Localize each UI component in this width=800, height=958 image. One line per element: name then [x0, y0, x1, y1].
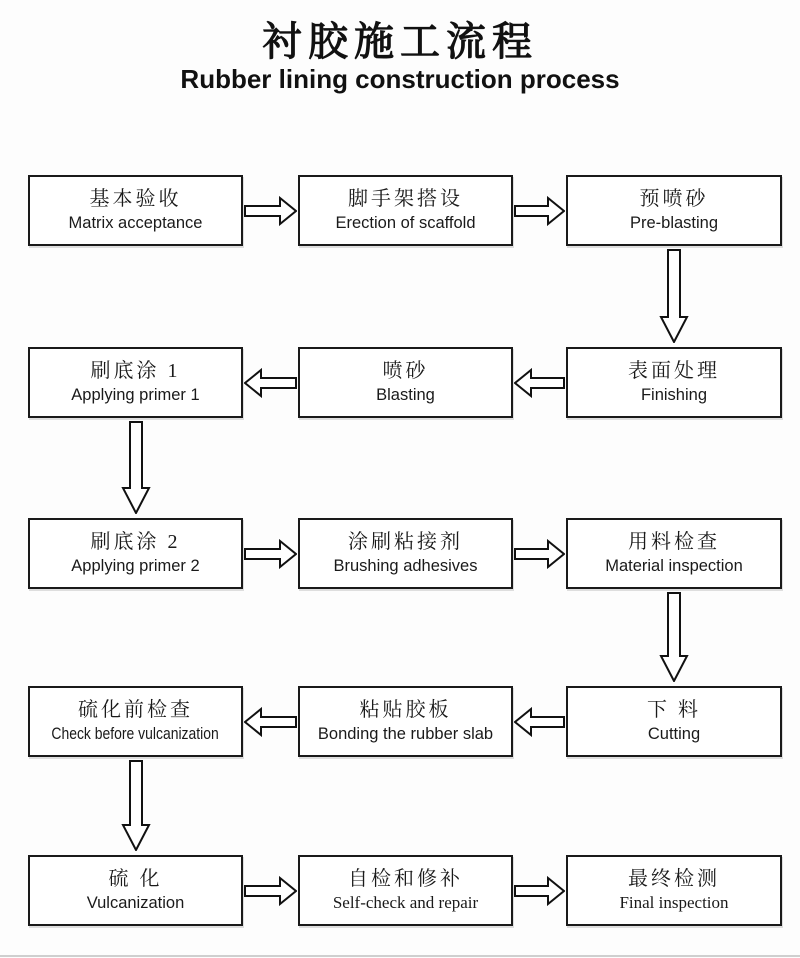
flow-box-label-zh: 脚手架搭设	[348, 188, 463, 211]
flow-box-label-en: Vulcanization	[86, 894, 185, 913]
arrow-self-check-and-repair-to-final-inspection-right	[514, 876, 565, 906]
flow-box-blasting	[298, 347, 513, 418]
flow-box-label-zh: 硫化前检查	[78, 699, 193, 722]
flow-box-cutting	[566, 686, 782, 757]
flow-box-label-zh: 预喷砂	[639, 188, 709, 211]
flow-box-self-check-and-repair	[298, 855, 513, 926]
flow-box-label-zh: 喷砂	[382, 360, 429, 383]
flow-box-brushing-adhesives	[298, 518, 513, 589]
flow-box-applying-primer-1	[28, 347, 243, 418]
arrow-pre-blasting-to-finishing-down	[659, 249, 689, 343]
flow-box-label-en: Check before vulcanization	[51, 724, 220, 744]
flow-box-final-inspection	[566, 855, 782, 926]
arrow-brushing-adhesives-to-material-inspection-right	[514, 539, 565, 569]
page-title-en: Rubber lining construction process	[180, 64, 620, 94]
arrow-applying-primer-2-to-brushing-adhesives-right	[244, 539, 297, 569]
flow-box-label-en: Bonding the rubber slab	[317, 725, 494, 744]
flow-box-finishing	[566, 347, 782, 418]
flow-box-label-en: Self-check and repair	[332, 893, 479, 913]
arrow-matrix-acceptance-to-erection-of-scaffold-right	[244, 196, 297, 226]
flow-box-label-zh: 下 料	[647, 699, 701, 722]
flow-box-check-before-vulcanization	[28, 686, 243, 757]
flow-box-bonding-the-rubber-slab	[298, 686, 513, 757]
flow-box-label-zh: 刷底涂 2	[90, 531, 181, 554]
flow-box-label-en: Applying primer 1	[71, 386, 200, 405]
flow-box-label-en: Matrix acceptance	[68, 214, 203, 233]
flow-box-label-en: Brushing adhesives	[333, 557, 478, 576]
page-title-zh: 衬胶施工流程	[262, 19, 538, 64]
flow-box-label-en: Erection of scaffold	[335, 214, 476, 233]
flow-box-label-zh: 硫 化	[108, 868, 163, 891]
flow-box-label-en: Applying primer 2	[71, 557, 200, 576]
flow-box-label-zh: 表面处理	[628, 360, 720, 383]
flow-box-label-zh: 涂刷粘接剂	[348, 531, 463, 554]
flow-box-label-en: Blasting	[376, 386, 435, 405]
arrow-blasting-to-applying-primer-1-left	[244, 368, 297, 398]
flow-box-label-zh: 粘贴胶板	[359, 699, 452, 722]
flow-box-label-en: Cutting	[647, 725, 701, 744]
arrow-finishing-to-blasting-left	[514, 368, 565, 398]
arrow-cutting-to-bonding-the-rubber-slab-left	[514, 707, 565, 737]
arrow-check-before-vulcanization-to-vulcanization-down	[121, 760, 151, 851]
arrow-erection-of-scaffold-to-pre-blasting-right	[514, 196, 565, 226]
arrow-material-inspection-to-cutting-down	[659, 592, 689, 682]
flow-box-label-zh: 最终检测	[628, 868, 720, 891]
flow-box-label-zh: 用料检查	[628, 531, 720, 554]
flow-box-label-zh: 自检和修补	[348, 868, 463, 891]
flow-box-matrix-acceptance	[28, 175, 243, 246]
flow-box-pre-blasting	[566, 175, 782, 246]
flow-box-label-zh: 基本验收	[89, 188, 182, 211]
flow-box-label-en: Pre-blasting	[629, 214, 719, 233]
flow-box-material-inspection	[566, 518, 782, 589]
arrow-applying-primer-1-to-applying-primer-2-down	[121, 421, 151, 514]
page-bottom-edge	[0, 955, 800, 957]
flow-box-label-en: Finishing	[640, 386, 708, 405]
flow-box-label-en: Final inspection	[619, 893, 729, 913]
arrow-bonding-the-rubber-slab-to-check-before-vulcanization-left	[244, 707, 297, 737]
flow-box-applying-primer-2	[28, 518, 243, 589]
flow-box-vulcanization	[28, 855, 243, 926]
flow-box-label-zh: 刷底涂 1	[90, 360, 181, 383]
flow-box-erection-of-scaffold	[298, 175, 513, 246]
arrow-vulcanization-to-self-check-and-repair-right	[244, 876, 297, 906]
flow-box-label-en: Material inspection	[605, 557, 743, 576]
